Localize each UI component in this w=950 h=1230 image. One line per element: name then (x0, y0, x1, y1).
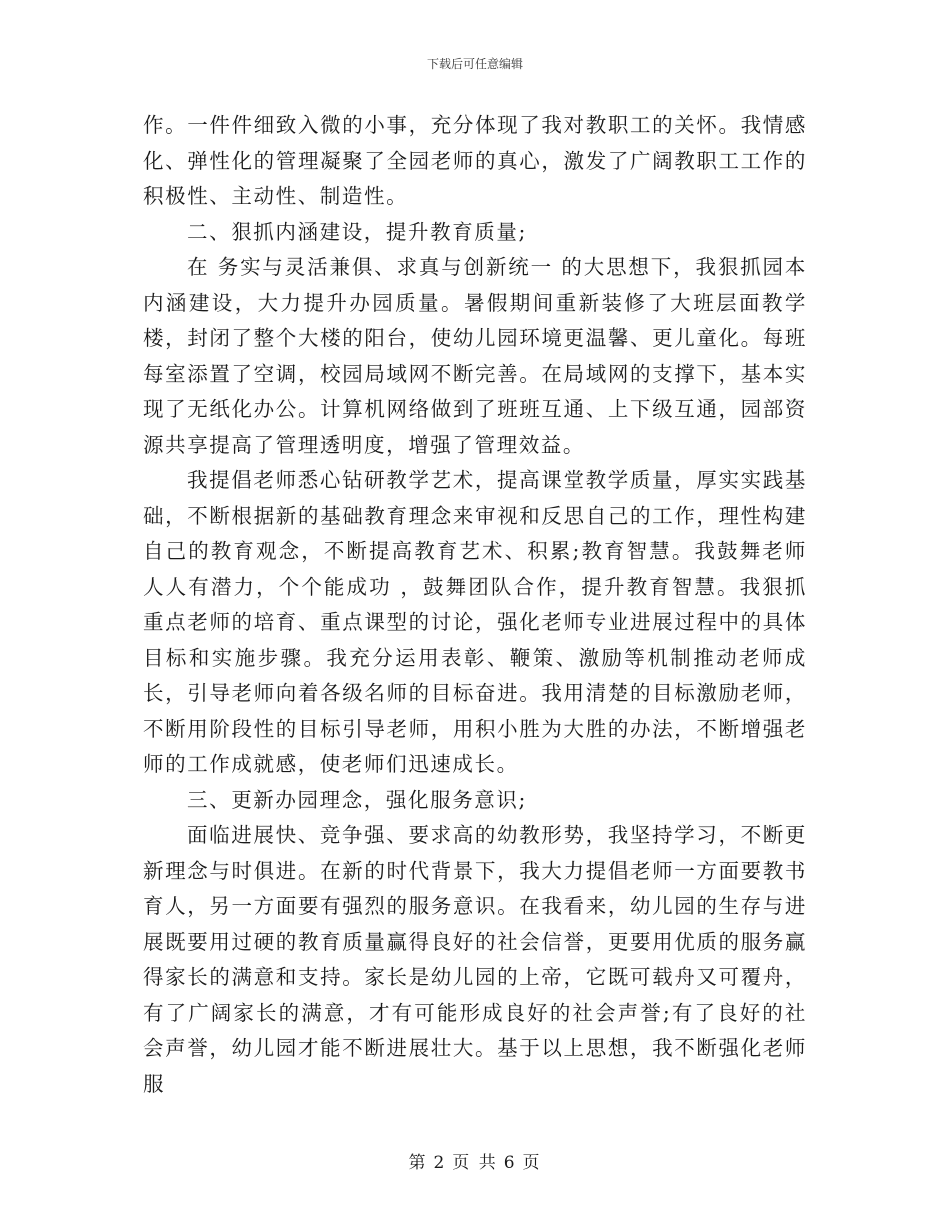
page-label-suffix: 页 (522, 1153, 542, 1173)
section-heading: 二、狠抓内涵建设，提升教育质量; (187, 219, 528, 244)
section-heading: 三、更新办园理念，强化服务意识; (187, 787, 528, 812)
page-label-prefix: 第 (408, 1153, 428, 1173)
page-number-footer (0, 1148, 950, 1173)
body-text (143, 108, 807, 1102)
page-label-mid: 页 共 (452, 1153, 498, 1173)
header-note: 下载后可任意编辑 (426, 57, 523, 71)
current-page-number: 2 (433, 1153, 447, 1173)
paragraph: 我提倡老师悉心钻研教学艺术，提高课堂教学质量，厚实实践基础，不断根据新的基础教育理念来审视和反思自己的工作，理性构建自己的教育观念，不断提高教育艺术、积累;教育智慧。我鼓舞老师 人人有潜力，个个能成功 ，鼓舞团队合作，提升教育智慧。我狠抓重点老师的培育、重点课型的讨论，强化老师专业进展过程中的具体目标和实施步骤。我充分运用表彰、鞭策、激励等机制推动老师成长，引导老师向着各级名师的目标奋进。我用清楚的目标激励老师，不断用阶段性的目标引导老师，用积小胜为大胜的办法，不断增强老师的工作成就感，使老师们迅速成长。 (143, 468, 807, 776)
paragraph: 作。一件件细致入微的小事，充分体现了我对教职工的关怀。我情感化、弹性化的管理凝聚了全园老师的真心，激发了广阔教职工工作的积极性、主动性、制造性。 (143, 113, 807, 208)
paragraph: 面临进展快、竞争强、要求高的幼教形势，我坚持学习，不断更新理念与时俱进。在新的时代背景下，我大力提倡老师一方面要教书育人，另一方面要有强烈的服务意识。在我看来，幼儿园的生存与进展既要用过硬的教育质量赢得良好的社会信誉，更要用优质的服务赢得家长的满意和支持。家长是幼儿园的上帝，它既可载舟又可覆舟，有了广阔家长的满意，才有可能形成良好的社会声誉;有了良好的社会声誉，幼儿园才能不断进展壮大。基于以上思想，我不断强化老师服 (143, 823, 807, 1096)
paragraph: 在 务实与灵活兼俱、求真与创新统一 的大思想下，我狠抓园本内涵建设，大力提升办园质量。暑假期间重新装修了大班层面教学楼，封闭了整个大楼的阳台，使幼儿园环境更温馨、更儿童化。每班每室添置了空调，校园局域网不断完善。在局域网的支撑下，基本实现了无纸化办公。计算机网络做到了班班互通、上下级互通，园部资源共享提高了管理透明度，增强了管理效益。 (143, 255, 807, 457)
total-pages-number: 6 (503, 1153, 517, 1173)
